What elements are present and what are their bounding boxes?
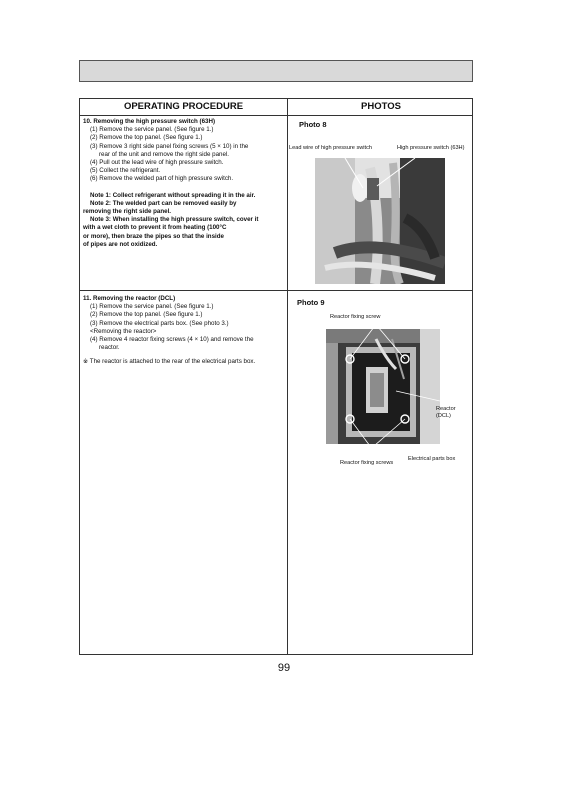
header-photos: PHOTOS: [361, 101, 401, 112]
section-10-step: (2) Remove the top panel. (See figure 1.): [90, 134, 203, 142]
photo-8-caption-switch: High pressure switch (63H): [397, 145, 465, 151]
photo-8-image: [315, 158, 445, 284]
note-3-cont: with a wet cloth to prevent it from heating (100°C: [83, 224, 227, 232]
section-10: [83, 118, 285, 249]
section-10-step: (1) Remove the service panel. (See figure 1.): [90, 126, 214, 134]
section-11-title: 11. Removing the reactor (DCL): [83, 295, 176, 302]
page-number: 99: [277, 662, 291, 674]
section-10-step: rear of the unit and remove the right side panel.: [99, 150, 230, 158]
section-11-step: <Removing the reactor>: [90, 327, 157, 335]
photo-9-caption-reactor: Reactor: [436, 406, 456, 412]
note-3-cont: or more), then braze the pipes so that the inside: [83, 232, 224, 240]
photo-9-caption-fixing-screws: Reactor fixing screws: [340, 460, 394, 466]
column-divider: [287, 99, 288, 654]
section-10-step: (5) Collect the refrigerant.: [90, 167, 161, 175]
photo-9-caption-electrical-box: Electrical parts box: [408, 456, 456, 462]
photo-8-caption-lead-wire: Lead wire of high pressure switch: [289, 145, 373, 151]
header-operating-procedure: OPERATING PROCEDURE: [123, 101, 244, 112]
section-11-footnote: ※ The reactor is attached to the rear of the electrical parts box.: [83, 358, 256, 366]
section-10-step: (3) Remove 3 right side panel fixing screws (5 × 10) in the: [90, 142, 249, 150]
section-10-step: (4) Pull out the lead wire of high pressure switch.: [90, 159, 224, 167]
section-11-step: reactor.: [99, 344, 120, 352]
note-2-cont: removing the right side panel.: [83, 208, 172, 216]
section-11-step: (2) Remove the top panel. (See figure 1.): [90, 311, 203, 319]
header-divider: [80, 115, 472, 116]
note-3: Note 3: When installing the high pressure switch, cover it: [90, 216, 259, 224]
section-11: [83, 295, 285, 367]
photo-9-image: [326, 329, 440, 444]
section-10-step: (6) Remove the welded part of high pressure switch.: [90, 175, 234, 183]
section-10-title: 10. Removing the high pressure switch (63H): [83, 118, 216, 125]
note-1: Note 1: Collect refrigerant without spreading it in the air.: [90, 191, 256, 199]
photo-9-caption-top: Reactor fixing screw: [330, 314, 381, 320]
section-11-step: (1) Remove the service panel. (See figure 1.): [90, 303, 214, 311]
section-11-step: (4) Remove 4 reactor fixing screws (4 × 10) and remove the: [90, 336, 254, 344]
note-2: Note 2: The welded part can be removed easily by: [90, 199, 237, 207]
row-divider: [80, 290, 472, 291]
header-band: [79, 60, 473, 82]
photo-9-label: Photo 9: [297, 298, 325, 307]
photo-9-illustration: [326, 329, 440, 444]
note-3-cont: of pipes are not oxidized.: [83, 240, 158, 248]
section-11-step: (3) Remove the electrical parts box. (See photo 3.): [90, 319, 229, 327]
photo-9-caption-dcl: (DCL): [436, 413, 451, 419]
photo-8-label: Photo 8: [299, 120, 327, 129]
photo-8-illustration: [315, 158, 445, 284]
procedure-table: [79, 98, 473, 655]
